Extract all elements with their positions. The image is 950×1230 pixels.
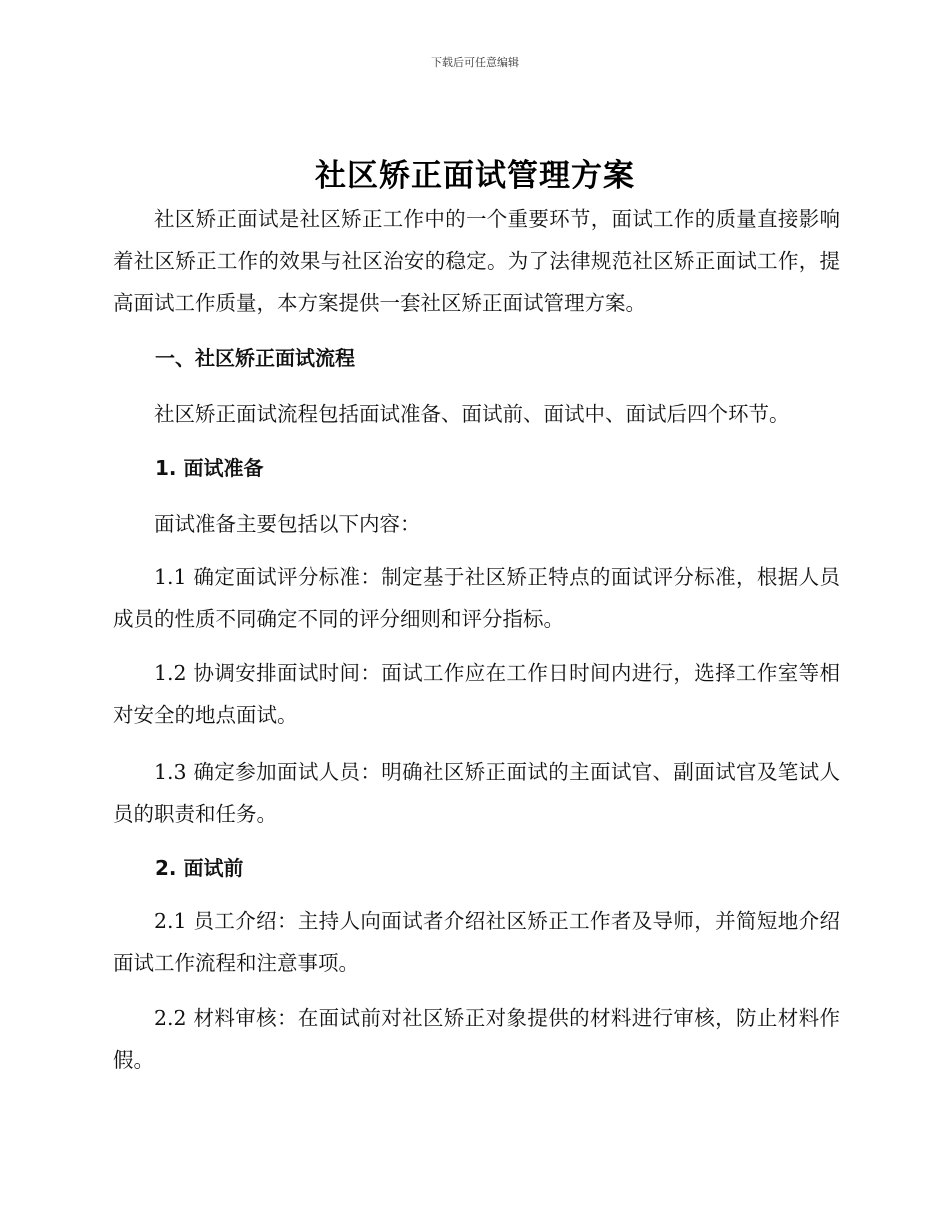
section-heading-process: 一、社区矫正面试流程 — [155, 346, 355, 370]
subheading-preparation: 1. 面试准备 — [155, 456, 264, 480]
intro-paragraph: 社区矫正面试是社区矫正工作中的一个重要环节，面试工作的质量直接影响着社区矫正工作的效果与社区治安的稳定。为了法律规范社区矫正面试工作，提高面试工作质量，本方案提供一套社区矫正面试管理方案。 — [113, 207, 840, 315]
header-note: 下载后可任意编辑 — [431, 56, 519, 69]
process-paragraph: 社区矫正面试流程包括面试准备、面试前、面试中、面试后四个环节。 — [154, 402, 790, 426]
subheading-before-interview: 2. 面试前 — [155, 856, 244, 880]
document-title: 社区矫正面试管理方案 — [315, 158, 635, 194]
preparation-paragraph: 面试准备主要包括以下内容： — [154, 512, 421, 536]
item-1-2-paragraph: 1.2 协调安排面试时间：面试工作应在工作日时间内进行，选择工作室等相对安全的地点面试。 — [113, 661, 840, 727]
item-1-1-paragraph: 1.1 确定面试评分标准：制定基于社区矫正特点的面试评分标准，根据人员成员的性质不同确定不同的评分细则和评分指标。 — [113, 565, 840, 631]
item-2-1-paragraph: 2.1 员工介绍：主持人向面试者介绍社区矫正工作者及导师，并简短地介绍面试工作流程和注意事项。 — [113, 909, 840, 975]
item-1-3-paragraph: 1.3 确定参加面试人员：明确社区矫正面试的主面试官、副面试官及笔试人员的职责和任务。 — [113, 760, 840, 826]
item-2-2-paragraph: 2.2 材料审核：在面试前对社区矫正对象提供的材料进行审核，防止材料作假。 — [113, 1006, 840, 1072]
